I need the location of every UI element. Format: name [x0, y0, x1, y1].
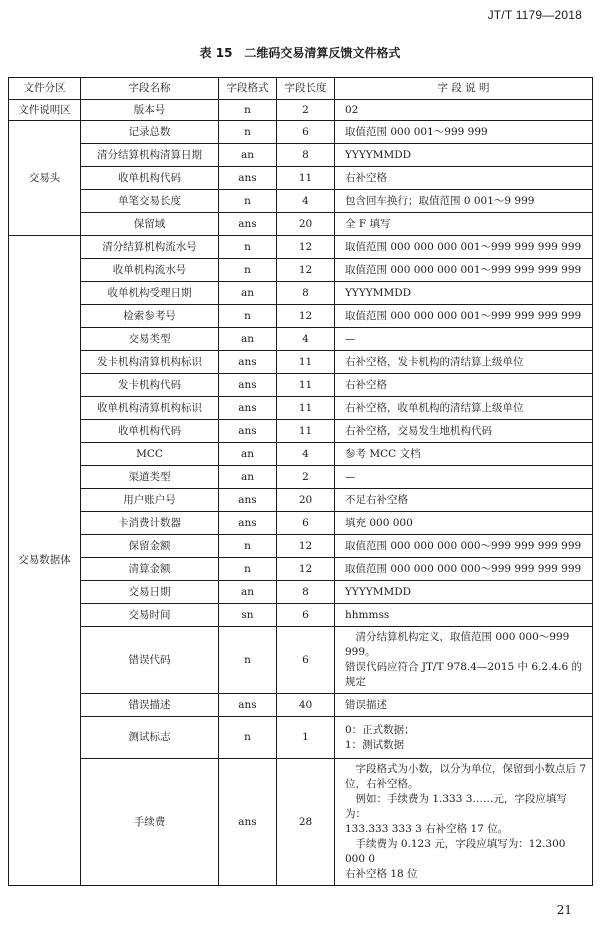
field-format-cell: an [219, 144, 277, 167]
table-row [9, 305, 593, 328]
field-length-cell: 8 [277, 144, 335, 167]
field-length-cell: 8 [277, 581, 335, 604]
field-description-cell [335, 581, 593, 604]
field-name-cell: 收单机构流水号 [81, 259, 219, 282]
header-section: 文件分区 [9, 78, 81, 100]
section-cell-file-desc: 文件说明区 [9, 100, 81, 121]
field-length-cell: 11 [277, 167, 335, 190]
field-format-cell: ans [219, 167, 277, 190]
field-length-cell: 2 [277, 100, 335, 121]
description-line: 规定 [345, 676, 366, 688]
table-row [9, 282, 593, 305]
field-length-cell: 1 [277, 717, 335, 759]
field-format-cell: an [219, 466, 277, 489]
table-row [9, 397, 593, 420]
description-line: 取值范围 000 000 000 000～999 999 999 999 [345, 562, 582, 575]
section-cell-body: 交易数据体 [9, 236, 81, 886]
field-name-cell: 保留域 [81, 213, 219, 236]
table-row [9, 489, 593, 512]
field-format-cell: ans [219, 512, 277, 535]
field-format-cell: sn [219, 604, 277, 627]
description-line: 填充 000 000 [345, 516, 413, 529]
field-name-cell: 发卡机构代码 [81, 374, 219, 397]
field-format-cell: n [219, 627, 277, 694]
table-row [9, 512, 593, 535]
field-description-cell [335, 694, 593, 717]
field-length-cell: 12 [277, 259, 335, 282]
table-row [9, 328, 593, 351]
field-name-cell: 渠道类型 [81, 466, 219, 489]
field-name-cell: 收单机构清算机构标识 [81, 397, 219, 420]
description-line: 右补空格 18 位 [345, 868, 418, 880]
description-line: 取值范围 000 001～999 999 [345, 125, 488, 138]
table-row [9, 759, 593, 886]
field-format-cell: ans [219, 759, 277, 886]
field-name-cell: 清分结算机构流水号 [81, 236, 219, 259]
field-length-cell: 4 [277, 328, 335, 351]
description-line: 取值范围 000 000 000 001～999 999 999 999 [345, 309, 582, 322]
field-format-cell: an [219, 581, 277, 604]
field-format-table [8, 77, 593, 886]
description-line: 02 [345, 103, 359, 116]
table-row [9, 259, 593, 282]
field-description-cell [335, 604, 593, 627]
field-name-cell: 手续费 [81, 759, 219, 886]
description-line: 全 F 填写 [345, 217, 391, 230]
field-length-cell: 28 [277, 759, 335, 886]
field-length-cell: 20 [277, 213, 335, 236]
field-length-cell: 4 [277, 443, 335, 466]
field-name-cell: 收单机构受理日期 [81, 282, 219, 305]
description-line: 位，右补空格。 [345, 778, 419, 790]
field-format-cell: ans [219, 374, 277, 397]
field-description-cell [335, 100, 593, 121]
header-field-length: 字段长度 [277, 78, 335, 100]
table-row [9, 466, 593, 489]
field-format-cell: n [219, 717, 277, 759]
table-row [9, 558, 593, 581]
field-name-cell: 清算金额 [81, 558, 219, 581]
table-row [9, 167, 593, 190]
field-format-cell: ans [219, 213, 277, 236]
field-name-cell: 记录总数 [81, 121, 219, 144]
table-row [9, 190, 593, 213]
table-caption: 表 15 二维码交易清算反馈文件格式 [199, 46, 401, 60]
field-description-cell [335, 420, 593, 443]
description-line: 字段格式为小数，以分为单位，保留到小数点后 7 [345, 763, 587, 775]
description-line: 右补空格 [345, 378, 387, 391]
field-length-cell: 6 [277, 512, 335, 535]
document-code: JT/T 1179—2018 [487, 8, 582, 22]
table-row [9, 121, 593, 144]
description-line: hhmmss [345, 608, 390, 621]
description-line: 取值范围 000 000 000 001～999 999 999 999 [345, 263, 582, 276]
field-name-cell: 卡消费计数器 [81, 512, 219, 535]
field-format-cell: ans [219, 351, 277, 374]
field-description-cell [335, 466, 593, 489]
field-description-cell [335, 259, 593, 282]
description-line: 清分结算机构定义，取值范围 000 000～999 999。 [345, 631, 570, 658]
description-line: 例如：手续费为 1.333 3……元，字段应填写为： [345, 793, 567, 820]
field-format-cell: n [219, 558, 277, 581]
field-format-cell: an [219, 443, 277, 466]
table-row [9, 420, 593, 443]
field-name-cell: 交易类型 [81, 328, 219, 351]
description-line: 1：测试数据 [345, 738, 405, 751]
field-description-cell [335, 144, 593, 167]
description-line: 包含回车换行；取值范围 0 001～9 999 [345, 194, 535, 207]
field-length-cell: 12 [277, 535, 335, 558]
table-row [9, 374, 593, 397]
field-description-cell [335, 374, 593, 397]
field-length-cell: 4 [277, 190, 335, 213]
field-format-cell: n [219, 259, 277, 282]
field-format-cell: n [219, 121, 277, 144]
field-name-cell: 收单机构代码 [81, 420, 219, 443]
field-format-cell: an [219, 282, 277, 305]
table-row [9, 443, 593, 466]
field-description-cell [335, 512, 593, 535]
field-length-cell: 12 [277, 305, 335, 328]
field-name-cell: 测试标志 [81, 717, 219, 759]
description-line: 取值范围 000 000 000 000～999 999 999 999 [345, 539, 582, 552]
description-line: 右补空格，交易发生地机构代码 [345, 424, 492, 437]
field-length-cell: 20 [277, 489, 335, 512]
header-field-description: 字 段 说 明 [335, 78, 593, 100]
field-description-cell [335, 717, 593, 759]
field-format-cell: n [219, 100, 277, 121]
field-length-cell: 12 [277, 558, 335, 581]
field-length-cell: 6 [277, 604, 335, 627]
field-format-cell: ans [219, 397, 277, 420]
description-line: 参考 MCC 文档 [345, 447, 421, 460]
field-description-cell [335, 213, 593, 236]
field-length-cell: 2 [277, 466, 335, 489]
field-description-cell [335, 535, 593, 558]
field-description-cell [335, 627, 593, 694]
table-row [9, 535, 593, 558]
description-line: 错误描述 [345, 698, 387, 711]
field-name-cell: 交易时间 [81, 604, 219, 627]
table-row [9, 604, 593, 627]
field-description-cell [335, 351, 593, 374]
field-length-cell: 11 [277, 397, 335, 420]
field-description-cell [335, 558, 593, 581]
field-name-cell: 发卡机构清算机构标识 [81, 351, 219, 374]
field-description-cell [335, 443, 593, 466]
field-description-cell [335, 282, 593, 305]
description-line: 0：正式数据； [345, 723, 415, 736]
field-description-cell [335, 759, 593, 886]
field-length-cell: 11 [277, 420, 335, 443]
field-format-cell: n [219, 190, 277, 213]
field-name-cell: 错误代码 [81, 627, 219, 694]
description-line: 右补空格 [345, 171, 387, 184]
field-name-cell: 保留金额 [81, 535, 219, 558]
field-description-cell [335, 328, 593, 351]
section-cell-head: 交易头 [9, 121, 81, 236]
field-name-cell: 版本号 [81, 100, 219, 121]
field-description-cell [335, 121, 593, 144]
field-name-cell: MCC [81, 443, 219, 466]
page-number: 21 [556, 903, 572, 917]
description-line: — [345, 470, 356, 483]
table-row [9, 100, 593, 121]
field-length-cell: 40 [277, 694, 335, 717]
header-field-format: 字段格式 [219, 78, 277, 100]
field-description-cell [335, 236, 593, 259]
table-row [9, 581, 593, 604]
field-name-cell: 收单机构代码 [81, 167, 219, 190]
description-line: YYYYMMDD [345, 585, 412, 598]
table-row [9, 717, 593, 759]
field-format-cell: ans [219, 489, 277, 512]
description-line: 错误代码应符合 JT/T 978.4—2015 中 6.2.4.6 的 [345, 661, 582, 673]
field-name-cell: 错误描述 [81, 694, 219, 717]
field-format-cell: an [219, 328, 277, 351]
header-field-name: 字段名称 [81, 78, 219, 100]
description-line: YYYYMMDD [345, 286, 412, 299]
description-line: 右补空格，收单机构的清结算上级单位 [345, 401, 524, 414]
field-format-cell: n [219, 305, 277, 328]
table-row [9, 694, 593, 717]
field-format-cell: n [219, 236, 277, 259]
field-length-cell: 12 [277, 236, 335, 259]
field-length-cell: 6 [277, 627, 335, 694]
field-format-cell: n [219, 535, 277, 558]
table-row [9, 627, 593, 694]
field-name-cell: 用户账户号 [81, 489, 219, 512]
field-name-cell: 交易日期 [81, 581, 219, 604]
description-line: — [345, 332, 356, 345]
table-header-row [9, 78, 593, 100]
field-length-cell: 11 [277, 374, 335, 397]
description-line: 不足右补空格 [345, 493, 408, 506]
field-format-cell: ans [219, 420, 277, 443]
field-name-cell: 单笔交易长度 [81, 190, 219, 213]
field-length-cell: 11 [277, 351, 335, 374]
table-row [9, 213, 593, 236]
description-line: 133.333 333 3 右补空格 17 位。 [345, 823, 509, 835]
field-length-cell: 6 [277, 121, 335, 144]
field-description-cell [335, 167, 593, 190]
field-name-cell: 清分结算机构清算日期 [81, 144, 219, 167]
field-format-cell: ans [219, 694, 277, 717]
description-line: 取值范围 000 000 000 001～999 999 999 999 [345, 240, 582, 253]
table-row [9, 351, 593, 374]
field-description-cell [335, 397, 593, 420]
field-name-cell: 检索参考号 [81, 305, 219, 328]
table-row [9, 144, 593, 167]
field-description-cell [335, 190, 593, 213]
description-line: 手续费为 0.123 元，字段应填写为：12.300 000 0 [345, 838, 566, 865]
description-line: YYYYMMDD [345, 148, 412, 161]
field-length-cell: 8 [277, 282, 335, 305]
table-row [9, 236, 593, 259]
table-body [9, 100, 593, 886]
field-description-cell [335, 305, 593, 328]
description-line: 右补空格，发卡机构的清结算上级单位 [345, 355, 524, 368]
field-description-cell [335, 489, 593, 512]
